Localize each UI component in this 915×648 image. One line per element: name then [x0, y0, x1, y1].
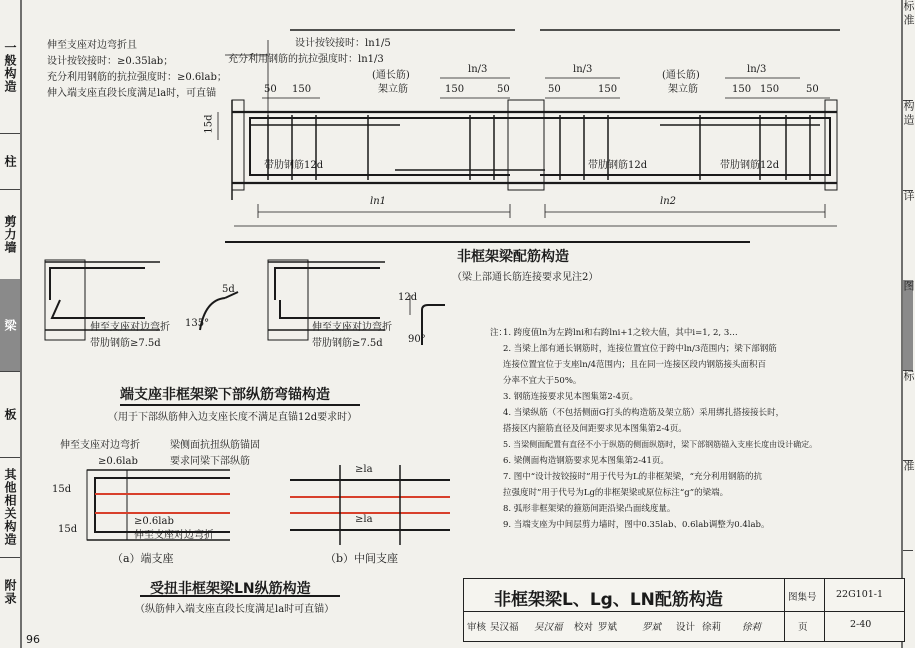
dim-150c: 150 [598, 84, 618, 95]
top-note-hinge: 设计按铰接时：ln1/5 [295, 38, 391, 49]
dim-15d: 15d [203, 114, 215, 134]
note-4b: 搭接区内箍筋直径及间距要求见本图集第2-4页。 [503, 424, 687, 434]
notes-prefix: 注： [490, 328, 508, 338]
design-label: 设计 [676, 622, 696, 633]
subtitle-torsion: （纵筋伸入端支座直段长度满足la时可直锚） [135, 604, 335, 615]
side-tab-beam[interactable]: 梁 [0, 279, 20, 372]
top-left-note-4: 伸入端支座直段长度满足la时，可直锚 [47, 88, 217, 99]
note-4: 4. 当梁纵筋（不包括侧面G打头的构造筋及架立筋）采用绑扎搭接接长时， [503, 408, 785, 418]
dim-50b: 50 [497, 84, 510, 95]
caption-mid-support: （b）中间支座 [325, 552, 399, 565]
title-anchor: 端支座非框架梁下部纵筋弯锚构造 [120, 387, 330, 403]
reviewer-signature: 吴汉福 [534, 622, 563, 633]
torsion-label-b1: 梁侧面抗扭纵筋锚固 [170, 440, 260, 451]
note-9: 9. 当端支座为中间层剪力墙时，图中0.35lab、0.6lab调整为0.4lab。 [503, 520, 770, 530]
checker-signature: 罗斌 [642, 622, 662, 633]
subtitle-nonframe-beam: （梁上部通长筋连接要求见注2） [452, 272, 599, 283]
title-torsion: 受扭非框架梁LN纵筋构造 [150, 581, 311, 597]
top-left-note-3: 充分利用钢筋的抗拉强度时：≥0.6lab； [47, 72, 227, 83]
top-note-full: 充分利用钢筋的抗拉强度时：ln1/3 [228, 54, 384, 65]
right-tab-5: 标 [903, 370, 913, 461]
torsion-label-a2: ≥0.6lab [98, 456, 138, 467]
top-left-note-2: 设计按铰接时：≥0.35lab； [47, 56, 174, 67]
torsion-label-c2: 伸至支座对边弯折 [134, 530, 214, 541]
caption-end-support: （a）端支座 [112, 552, 174, 565]
note-3: 3. 钢筋连接要求见本图集第2-4页。 [503, 392, 639, 402]
note-6: 6. 梁侧面构造钢筋要求见本图集第2-41页。 [503, 456, 669, 466]
note-1: 1. 跨度值ln为左跨lni和右跨lni+1之较大值，其中i=1, 2, 3… [503, 328, 738, 338]
torsion-label-a1: 伸至支座对边弯折 [60, 440, 140, 451]
subtitle-anchor: （用于下部纵筋伸入边支座长度不满足直锚12d要求时） [108, 412, 358, 423]
reviewer: 吴汉福 [490, 622, 519, 633]
note-2b: 连接位置宜位于支座ln/4范围内；且在同一连接区段内钢筋接头面积百 [503, 360, 766, 370]
dim-135: 135° [185, 318, 210, 329]
atlas-label: 图集号 [788, 592, 817, 603]
right-tab-6: 准 [903, 460, 913, 551]
side-tab-appendix[interactable]: 附录 [3, 579, 17, 605]
dim-ln3a: ln/3 [468, 64, 488, 75]
torsion-label-b2: 要求同梁下部纵筋 [170, 456, 250, 467]
anchor-left-label-2: 带肋钢筋≥7.5d [90, 338, 161, 349]
right-tab-4: 图 [903, 280, 913, 371]
dim-150e: 150 [760, 84, 780, 95]
torsion-dim-15d-top: 15d [52, 484, 72, 495]
dim-50d: 50 [806, 84, 819, 95]
page-no: 2-40 [850, 619, 872, 630]
right-tab-3: 详 [903, 190, 913, 281]
designer-signature: 徐莉 [742, 622, 762, 633]
label-through-bar-2: (通长筋) [662, 70, 700, 81]
label-erect-bar-2: 架立筋 [668, 84, 698, 95]
label-erect-bar-1: 架立筋 [378, 84, 408, 95]
top-left-note-1: 伸至支座对边弯折且 [47, 40, 137, 51]
span-ln1: ln1 [370, 196, 387, 207]
dim-5d: 5d [222, 284, 235, 295]
label-rib-3: 带肋钢筋12d [720, 160, 780, 171]
label-through-bar-1: (通长筋) [372, 70, 410, 81]
review-label: 审核 [467, 622, 487, 633]
note-8: 8. 弧形非框架梁的箍筋间距沿梁凸面线度量。 [503, 504, 676, 514]
side-tab-general[interactable]: 一般构造 [0, 0, 20, 134]
checker: 罗斌 [598, 622, 618, 633]
anchor-right-label-2: 带肋钢筋≥7.5d [312, 338, 383, 349]
torsion-label-c1: ≥0.6lab [134, 516, 174, 527]
dim-90: 90° [408, 334, 426, 345]
page-number: 96 [26, 633, 40, 646]
dim-150d: 150 [732, 84, 752, 95]
note-2c: 分率不宜大于50%。 [503, 376, 582, 386]
note-2: 2. 当梁上部有通长钢筋时，连接位置宜位于跨中ln/3范围内；梁下部钢筋 [503, 344, 777, 354]
note-7: 7. 图中“设计按铰接时”用于代号为L的非框架梁，“充分利用钢筋的抗 [503, 472, 762, 482]
right-tab-2: 构造 [903, 100, 913, 191]
span-ln2: ln2 [660, 196, 677, 207]
designer: 徐莉 [702, 622, 722, 633]
atlas-no: 22G101-1 [836, 589, 884, 600]
side-tab-column[interactable]: 柱 [0, 133, 20, 190]
torsion-la-top: ≥la [355, 464, 373, 475]
dim-150b: 150 [445, 84, 465, 95]
note-7b: 拉强度时”用于代号为Lg的非框架梁或原位标注“g”的梁端。 [503, 488, 729, 498]
torsion-dim-15d-bot: 15d [58, 524, 78, 535]
page-label: 页 [798, 622, 808, 633]
dim-12d: 12d [398, 292, 418, 303]
side-tab-shear-wall[interactable]: 剪力墙 [0, 189, 20, 280]
note-5: 5. 当梁侧面配置有直径不小于纵筋的侧面纵筋时，梁下部钢筋锚入支座长度由设计确定。 [503, 440, 818, 449]
label-rib-2: 带肋钢筋12d [588, 160, 648, 171]
title-block [463, 578, 905, 642]
side-tab-slab[interactable]: 板 [0, 371, 20, 458]
check-label: 校对 [574, 622, 594, 633]
right-tab-1: 标准 [903, 0, 913, 101]
drawing-title: 非框架梁L、Lg、LN配筋构造 [494, 590, 723, 610]
side-tab-other[interactable]: 其他相关构造 [0, 457, 20, 558]
title-nonframe-beam: 非框架梁配筋构造 [457, 249, 569, 265]
dim-ln3b: ln/3 [573, 64, 593, 75]
dim-150a: 150 [292, 84, 312, 95]
anchor-left-label-1: 伸至支座对边弯折 [90, 322, 170, 333]
anchor-right-label-1: 伸至支座对边弯折 [312, 322, 392, 333]
dim-50a: 50 [264, 84, 277, 95]
label-rib-1: 带肋钢筋12d [264, 160, 324, 171]
dim-ln3c: ln/3 [747, 64, 767, 75]
torsion-la-bot: ≥la [355, 514, 373, 525]
dim-50c: 50 [548, 84, 561, 95]
